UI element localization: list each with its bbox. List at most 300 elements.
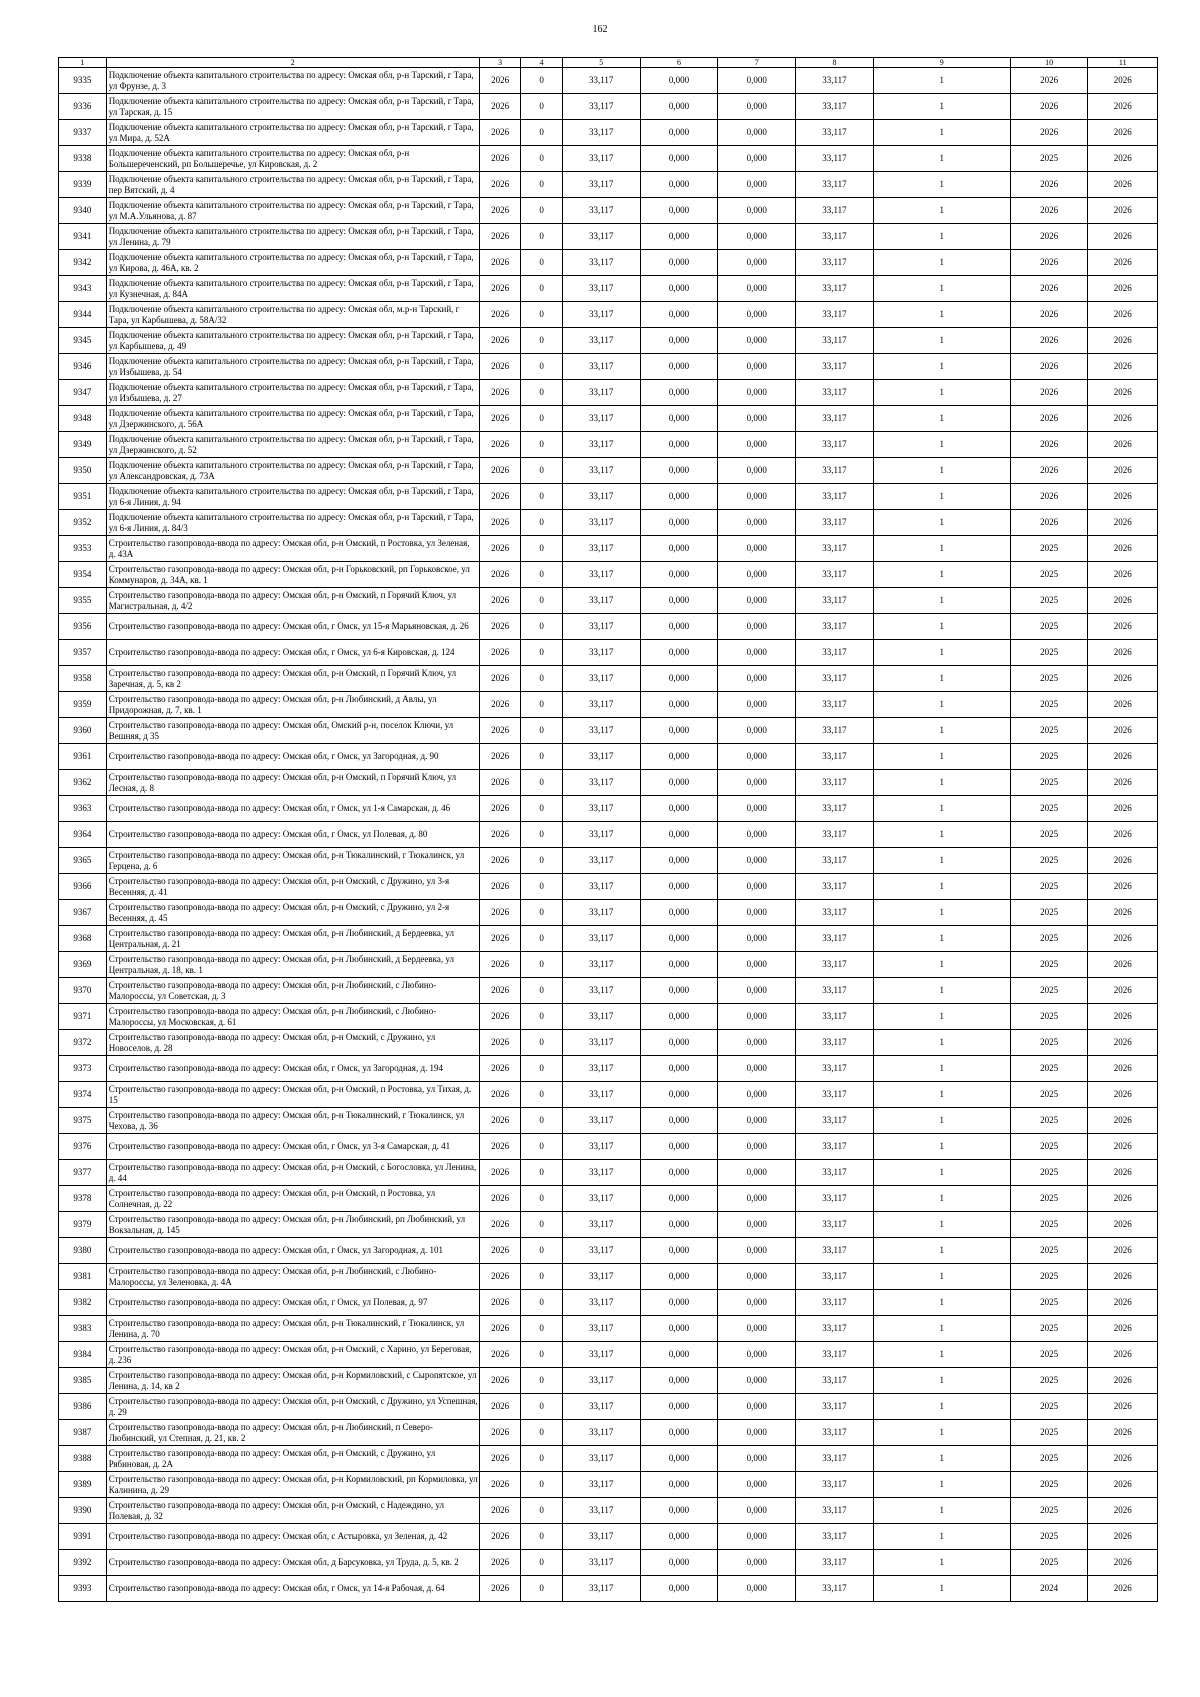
col-10-value: 2025 — [1010, 562, 1088, 588]
col-4-value: 0 — [521, 1160, 562, 1186]
column-number-3: 3 — [479, 58, 520, 68]
col-9-value: 1 — [873, 1186, 1010, 1212]
col-3-value: 2026 — [479, 302, 520, 328]
table-row — [59, 406, 1158, 432]
col-10-value: 2026 — [1010, 94, 1088, 120]
table-row — [59, 770, 1158, 796]
object-description: Строительство газопровода-ввода по адресу: Омская обл, г Омск, ул Загородная, д. 90 — [106, 744, 479, 770]
column-number-1: 1 — [59, 58, 107, 68]
col-5-value: 33,117 — [562, 1056, 640, 1082]
object-description: Подключение объекта капитального строительства по адресу: Омская обл, р-н Тарский, г Тара, пер Вятский, д. 4 — [106, 172, 479, 198]
col-5-value: 33,117 — [562, 1524, 640, 1550]
col-9-value: 1 — [873, 952, 1010, 978]
col-4-value: 0 — [521, 172, 562, 198]
col-3-value: 2026 — [479, 1472, 520, 1498]
col-6-value: 0,000 — [640, 250, 718, 276]
object-description: Подключение объекта капитального строительства по адресу: Омская обл, р-н Тарский, г Тара, ул Тарская, д. 15 — [106, 94, 479, 120]
col-7-value: 0,000 — [718, 484, 796, 510]
col-7-value: 0,000 — [718, 1186, 796, 1212]
table-row — [59, 848, 1158, 874]
row-number: 9367 — [59, 900, 107, 926]
col-5-value: 33,117 — [562, 796, 640, 822]
col-11-value: 2026 — [1088, 250, 1158, 276]
col-3-value: 2026 — [479, 1134, 520, 1160]
col-4-value: 0 — [521, 1342, 562, 1368]
table-row — [59, 1108, 1158, 1134]
col-7-value: 0,000 — [718, 588, 796, 614]
col-7-value: 0,000 — [718, 302, 796, 328]
table-row — [59, 1160, 1158, 1186]
col-6-value: 0,000 — [640, 1576, 718, 1602]
col-5-value: 33,117 — [562, 172, 640, 198]
col-7-value: 0,000 — [718, 562, 796, 588]
col-8-value: 33,117 — [796, 302, 874, 328]
table-row — [59, 744, 1158, 770]
row-number: 9361 — [59, 744, 107, 770]
col-9-value: 1 — [873, 926, 1010, 952]
col-3-value: 2026 — [479, 666, 520, 692]
row-number: 9350 — [59, 458, 107, 484]
table-row — [59, 1342, 1158, 1368]
object-description: Строительство газопровода-ввода по адресу: Омская обл, р-н Кормиловский, с Сыропятское, ул Ленина, д. 14, кв 2 — [106, 1368, 479, 1394]
row-number: 9348 — [59, 406, 107, 432]
col-11-value: 2026 — [1088, 1446, 1158, 1472]
col-4-value: 0 — [521, 1576, 562, 1602]
col-9-value: 1 — [873, 1264, 1010, 1290]
col-10-value: 2026 — [1010, 276, 1088, 302]
col-7-value: 0,000 — [718, 510, 796, 536]
col-3-value: 2026 — [479, 354, 520, 380]
col-6-value: 0,000 — [640, 406, 718, 432]
col-6-value: 0,000 — [640, 770, 718, 796]
col-6-value: 0,000 — [640, 744, 718, 770]
col-9-value: 1 — [873, 1212, 1010, 1238]
col-6-value: 0,000 — [640, 198, 718, 224]
col-10-value: 2025 — [1010, 640, 1088, 666]
col-5-value: 33,117 — [562, 1472, 640, 1498]
object-description: Подключение объекта капитального строительства по адресу: Омская обл, р-н Тарский, г Тара, ул М.А.Ульянова, д. 87 — [106, 198, 479, 224]
col-7-value: 0,000 — [718, 1342, 796, 1368]
col-4-value: 0 — [521, 796, 562, 822]
col-5-value: 33,117 — [562, 1446, 640, 1472]
col-6-value: 0,000 — [640, 952, 718, 978]
col-3-value: 2026 — [479, 770, 520, 796]
col-4-value: 0 — [521, 484, 562, 510]
col-6-value: 0,000 — [640, 1524, 718, 1550]
col-3-value: 2026 — [479, 718, 520, 744]
col-10-value: 2025 — [1010, 1264, 1088, 1290]
col-9-value: 1 — [873, 484, 1010, 510]
col-9-value: 1 — [873, 874, 1010, 900]
table-row — [59, 484, 1158, 510]
col-3-value: 2026 — [479, 978, 520, 1004]
col-11-value: 2026 — [1088, 1472, 1158, 1498]
object-description: Строительство газопровода-ввода по адресу: Омская обл, г Омск, ул 15-я Марьяновская, д. 26 — [106, 614, 479, 640]
col-10-value: 2026 — [1010, 510, 1088, 536]
col-8-value: 33,117 — [796, 1108, 874, 1134]
col-4-value: 0 — [521, 744, 562, 770]
col-8-value: 33,117 — [796, 640, 874, 666]
col-11-value: 2026 — [1088, 484, 1158, 510]
col-8-value: 33,117 — [796, 1316, 874, 1342]
col-5-value: 33,117 — [562, 1030, 640, 1056]
col-5-value: 33,117 — [562, 198, 640, 224]
col-10-value: 2026 — [1010, 484, 1088, 510]
col-11-value: 2026 — [1088, 1134, 1158, 1160]
table-row — [59, 926, 1158, 952]
col-3-value: 2026 — [479, 198, 520, 224]
col-4-value: 0 — [521, 952, 562, 978]
row-number: 9372 — [59, 1030, 107, 1056]
col-4-value: 0 — [521, 770, 562, 796]
row-number: 9380 — [59, 1238, 107, 1264]
col-6-value: 0,000 — [640, 1342, 718, 1368]
column-number-2: 2 — [106, 58, 479, 68]
object-description: Строительство газопровода-ввода по адресу: Омская обл, р-н Кормиловский, рп Кормиловка, ул Калинина, д. 29 — [106, 1472, 479, 1498]
register-table — [58, 57, 1158, 1602]
col-3-value: 2026 — [479, 796, 520, 822]
col-5-value: 33,117 — [562, 1368, 640, 1394]
col-7-value: 0,000 — [718, 1498, 796, 1524]
col-7-value: 0,000 — [718, 692, 796, 718]
col-7-value: 0,000 — [718, 666, 796, 692]
row-number: 9382 — [59, 1290, 107, 1316]
col-4-value: 0 — [521, 1550, 562, 1576]
col-5-value: 33,117 — [562, 1082, 640, 1108]
object-description: Строительство газопровода-ввода по адресу: Омская обл, д Барсуковка, ул Труда, д. 5, кв. 2 — [106, 1550, 479, 1576]
col-7-value: 0,000 — [718, 1524, 796, 1550]
row-number: 9351 — [59, 484, 107, 510]
col-9-value: 1 — [873, 562, 1010, 588]
col-7-value: 0,000 — [718, 250, 796, 276]
col-4-value: 0 — [521, 900, 562, 926]
col-11-value: 2026 — [1088, 770, 1158, 796]
col-5-value: 33,117 — [562, 926, 640, 952]
table-row — [59, 94, 1158, 120]
object-description: Подключение объекта капитального строительства по адресу: Омская обл, р-н Тарский, г Тара, ул Избышева, д. 27 — [106, 380, 479, 406]
col-9-value: 1 — [873, 1550, 1010, 1576]
col-4-value: 0 — [521, 848, 562, 874]
col-6-value: 0,000 — [640, 1420, 718, 1446]
table-row — [59, 172, 1158, 198]
col-5-value: 33,117 — [562, 250, 640, 276]
col-6-value: 0,000 — [640, 1498, 718, 1524]
col-9-value: 1 — [873, 1160, 1010, 1186]
table-row — [59, 640, 1158, 666]
col-9-value: 1 — [873, 822, 1010, 848]
row-number: 9388 — [59, 1446, 107, 1472]
col-3-value: 2026 — [479, 1342, 520, 1368]
col-3-value: 2026 — [479, 1420, 520, 1446]
col-4-value: 0 — [521, 1056, 562, 1082]
col-8-value: 33,117 — [796, 770, 874, 796]
object-description: Строительство газопровода-ввода по адресу: Омская обл, р-н Любинский, рп Любинский, ул Вокзальная, д. 145 — [106, 1212, 479, 1238]
table-row — [59, 328, 1158, 354]
col-8-value: 33,117 — [796, 484, 874, 510]
row-number: 9392 — [59, 1550, 107, 1576]
col-11-value: 2026 — [1088, 692, 1158, 718]
col-9-value: 1 — [873, 796, 1010, 822]
col-10-value: 2026 — [1010, 328, 1088, 354]
col-9-value: 1 — [873, 770, 1010, 796]
table-row — [59, 692, 1158, 718]
col-10-value: 2026 — [1010, 354, 1088, 380]
col-6-value: 0,000 — [640, 432, 718, 458]
col-6-value: 0,000 — [640, 302, 718, 328]
col-11-value: 2026 — [1088, 1264, 1158, 1290]
col-4-value: 0 — [521, 432, 562, 458]
row-number: 9335 — [59, 68, 107, 94]
col-3-value: 2026 — [479, 120, 520, 146]
col-5-value: 33,117 — [562, 1160, 640, 1186]
row-number: 9385 — [59, 1368, 107, 1394]
table-row — [59, 1316, 1158, 1342]
row-number: 9359 — [59, 692, 107, 718]
column-number-4: 4 — [521, 58, 562, 68]
col-11-value: 2026 — [1088, 796, 1158, 822]
row-number: 9364 — [59, 822, 107, 848]
row-number: 9377 — [59, 1160, 107, 1186]
col-11-value: 2026 — [1088, 666, 1158, 692]
object-description: Строительство газопровода-ввода по адресу: Омская обл, р-н Омский, с Дружино, ул Успешная, д. 29 — [106, 1394, 479, 1420]
col-5-value: 33,117 — [562, 1264, 640, 1290]
col-11-value: 2026 — [1088, 640, 1158, 666]
col-4-value: 0 — [521, 94, 562, 120]
row-number: 9387 — [59, 1420, 107, 1446]
object-description: Строительство газопровода-ввода по адресу: Омская обл, р-н Любинский, д Бердеевка, ул Центральная, д. 21 — [106, 926, 479, 952]
col-7-value: 0,000 — [718, 770, 796, 796]
table-body — [59, 58, 1158, 1602]
object-description: Строительство газопровода-ввода по адресу: Омская обл, р-н Омский, п Ростовка, ул Зеленая, д. 43А — [106, 536, 479, 562]
col-9-value: 1 — [873, 198, 1010, 224]
col-5-value: 33,117 — [562, 380, 640, 406]
col-10-value: 2026 — [1010, 458, 1088, 484]
col-11-value: 2026 — [1088, 354, 1158, 380]
col-11-value: 2026 — [1088, 328, 1158, 354]
col-11-value: 2026 — [1088, 1576, 1158, 1602]
col-3-value: 2026 — [479, 562, 520, 588]
col-8-value: 33,117 — [796, 744, 874, 770]
col-6-value: 0,000 — [640, 1082, 718, 1108]
col-5-value: 33,117 — [562, 614, 640, 640]
col-5-value: 33,117 — [562, 900, 640, 926]
col-8-value: 33,117 — [796, 666, 874, 692]
col-11-value: 2026 — [1088, 718, 1158, 744]
col-3-value: 2026 — [479, 822, 520, 848]
col-8-value: 33,117 — [796, 1342, 874, 1368]
object-description: Строительство газопровода-ввода по адресу: Омская обл, г Омск, ул Полевая, д. 97 — [106, 1290, 479, 1316]
col-10-value: 2026 — [1010, 380, 1088, 406]
col-6-value: 0,000 — [640, 146, 718, 172]
object-description: Строительство газопровода-ввода по адресу: Омская обл, р-н Омский, п Ростовка, ул Тихая, д. 15 — [106, 1082, 479, 1108]
col-6-value: 0,000 — [640, 1290, 718, 1316]
col-10-value: 2025 — [1010, 900, 1088, 926]
column-number-5: 5 — [562, 58, 640, 68]
col-10-value: 2025 — [1010, 926, 1088, 952]
col-8-value: 33,117 — [796, 94, 874, 120]
col-7-value: 0,000 — [718, 796, 796, 822]
col-5-value: 33,117 — [562, 1004, 640, 1030]
col-11-value: 2026 — [1088, 1212, 1158, 1238]
col-11-value: 2026 — [1088, 1082, 1158, 1108]
col-4-value: 0 — [521, 198, 562, 224]
col-3-value: 2026 — [479, 172, 520, 198]
col-5-value: 33,117 — [562, 224, 640, 250]
object-description: Строительство газопровода-ввода по адресу: Омская обл, г Омск, ул 14-я Рабочая, д. 64 — [106, 1576, 479, 1602]
col-5-value: 33,117 — [562, 302, 640, 328]
col-3-value: 2026 — [479, 874, 520, 900]
row-number: 9381 — [59, 1264, 107, 1290]
table-row — [59, 900, 1158, 926]
col-8-value: 33,117 — [796, 1004, 874, 1030]
col-10-value: 2025 — [1010, 1472, 1088, 1498]
col-9-value: 1 — [873, 1004, 1010, 1030]
col-3-value: 2026 — [479, 146, 520, 172]
col-6-value: 0,000 — [640, 1316, 718, 1342]
col-6-value: 0,000 — [640, 1134, 718, 1160]
row-number: 9336 — [59, 94, 107, 120]
col-5-value: 33,117 — [562, 640, 640, 666]
col-6-value: 0,000 — [640, 900, 718, 926]
col-5-value: 33,117 — [562, 770, 640, 796]
object-description: Строительство газопровода-ввода по адресу: Омская обл, с Астыровка, ул Зеленая, д. 42 — [106, 1524, 479, 1550]
col-6-value: 0,000 — [640, 848, 718, 874]
col-3-value: 2026 — [479, 250, 520, 276]
column-number-6: 6 — [640, 58, 718, 68]
object-description: Строительство газопровода-ввода по адресу: Омская обл, г Омск, ул Полевая, д. 80 — [106, 822, 479, 848]
col-8-value: 33,117 — [796, 1186, 874, 1212]
column-number-row — [59, 58, 1158, 68]
table-row — [59, 458, 1158, 484]
col-6-value: 0,000 — [640, 692, 718, 718]
col-8-value: 33,117 — [796, 536, 874, 562]
col-11-value: 2026 — [1088, 68, 1158, 94]
col-9-value: 1 — [873, 640, 1010, 666]
col-6-value: 0,000 — [640, 1108, 718, 1134]
col-4-value: 0 — [521, 640, 562, 666]
col-8-value: 33,117 — [796, 68, 874, 94]
col-4-value: 0 — [521, 224, 562, 250]
col-7-value: 0,000 — [718, 718, 796, 744]
row-number: 9345 — [59, 328, 107, 354]
col-10-value: 2025 — [1010, 1082, 1088, 1108]
object-description: Строительство газопровода-ввода по адресу: Омская обл, р-н Любинский, п Северо-Любинский, ул Степная, д. 21, кв. 2 — [106, 1420, 479, 1446]
col-3-value: 2026 — [479, 1524, 520, 1550]
row-number: 9355 — [59, 588, 107, 614]
col-11-value: 2026 — [1088, 380, 1158, 406]
col-8-value: 33,117 — [796, 198, 874, 224]
col-7-value: 0,000 — [718, 1134, 796, 1160]
col-9-value: 1 — [873, 250, 1010, 276]
col-4-value: 0 — [521, 276, 562, 302]
table-row — [59, 1420, 1158, 1446]
col-9-value: 1 — [873, 1316, 1010, 1342]
object-description: Строительство газопровода-ввода по адресу: Омская обл, Омский р-н, поселок Ключи, ул Вешняя, д 35 — [106, 718, 479, 744]
col-6-value: 0,000 — [640, 640, 718, 666]
col-5-value: 33,117 — [562, 1238, 640, 1264]
col-9-value: 1 — [873, 1030, 1010, 1056]
col-7-value: 0,000 — [718, 224, 796, 250]
col-8-value: 33,117 — [796, 1420, 874, 1446]
col-8-value: 33,117 — [796, 1368, 874, 1394]
col-7-value: 0,000 — [718, 822, 796, 848]
table-row — [59, 1576, 1158, 1602]
object-description: Строительство газопровода-ввода по адресу: Омская обл, р-н Омский, п Горячий Ключ, ул Заречная, д. 5, кв 2 — [106, 666, 479, 692]
col-6-value: 0,000 — [640, 536, 718, 562]
col-9-value: 1 — [873, 1134, 1010, 1160]
row-number: 9390 — [59, 1498, 107, 1524]
col-7-value: 0,000 — [718, 1030, 796, 1056]
col-3-value: 2026 — [479, 744, 520, 770]
col-7-value: 0,000 — [718, 328, 796, 354]
col-9-value: 1 — [873, 172, 1010, 198]
object-description: Строительство газопровода-ввода по адресу: Омская обл, г Омск, ул Загородная, д. 194 — [106, 1056, 479, 1082]
col-4-value: 0 — [521, 302, 562, 328]
table-row — [59, 1056, 1158, 1082]
col-10-value: 2025 — [1010, 614, 1088, 640]
col-5-value: 33,117 — [562, 952, 640, 978]
col-9-value: 1 — [873, 1082, 1010, 1108]
col-8-value: 33,117 — [796, 354, 874, 380]
col-9-value: 1 — [873, 978, 1010, 1004]
col-5-value: 33,117 — [562, 1186, 640, 1212]
row-number: 9378 — [59, 1186, 107, 1212]
col-10-value: 2026 — [1010, 432, 1088, 458]
object-description: Подключение объекта капитального строительства по адресу: Омская обл, р-н Тарский, г Тара, ул Дзержинского, д. 56А — [106, 406, 479, 432]
col-6-value: 0,000 — [640, 458, 718, 484]
table-row — [59, 510, 1158, 536]
col-7-value: 0,000 — [718, 146, 796, 172]
table-row — [59, 822, 1158, 848]
table-row — [59, 276, 1158, 302]
table-row — [59, 1368, 1158, 1394]
table-row — [59, 1264, 1158, 1290]
col-3-value: 2026 — [479, 1550, 520, 1576]
col-3-value: 2026 — [479, 224, 520, 250]
table-row — [59, 1082, 1158, 1108]
col-9-value: 1 — [873, 1108, 1010, 1134]
col-4-value: 0 — [521, 536, 562, 562]
object-description: Строительство газопровода-ввода по адресу: Омская обл, р-н Тюкалинский, г Тюкалинск, ул Герцена, д. 6 — [106, 848, 479, 874]
col-4-value: 0 — [521, 250, 562, 276]
row-number: 9386 — [59, 1394, 107, 1420]
col-4-value: 0 — [521, 692, 562, 718]
col-6-value: 0,000 — [640, 68, 718, 94]
col-9-value: 1 — [873, 120, 1010, 146]
object-description: Подключение объекта капитального строительства по адресу: Омская обл, р-н Тарский, г Тара, ул Кузнечная, д. 84А — [106, 276, 479, 302]
row-number: 9357 — [59, 640, 107, 666]
col-8-value: 33,117 — [796, 1290, 874, 1316]
col-6-value: 0,000 — [640, 796, 718, 822]
col-3-value: 2026 — [479, 276, 520, 302]
col-8-value: 33,117 — [796, 822, 874, 848]
object-description: Строительство газопровода-ввода по адресу: Омская обл, р-н Омский, п Горячий Ключ, ул Лесная, д. 8 — [106, 770, 479, 796]
col-9-value: 1 — [873, 1238, 1010, 1264]
object-description: Строительство газопровода-ввода по адресу: Омская обл, р-н Омский, с Богословка, ул Ленина, д. 44 — [106, 1160, 479, 1186]
col-10-value: 2026 — [1010, 120, 1088, 146]
table-row — [59, 432, 1158, 458]
col-8-value: 33,117 — [796, 432, 874, 458]
col-11-value: 2026 — [1088, 562, 1158, 588]
col-5-value: 33,117 — [562, 1576, 640, 1602]
col-3-value: 2026 — [479, 1576, 520, 1602]
col-9-value: 1 — [873, 406, 1010, 432]
col-9-value: 1 — [873, 718, 1010, 744]
col-4-value: 0 — [521, 1134, 562, 1160]
col-9-value: 1 — [873, 276, 1010, 302]
col-8-value: 33,117 — [796, 1576, 874, 1602]
col-5-value: 33,117 — [562, 588, 640, 614]
